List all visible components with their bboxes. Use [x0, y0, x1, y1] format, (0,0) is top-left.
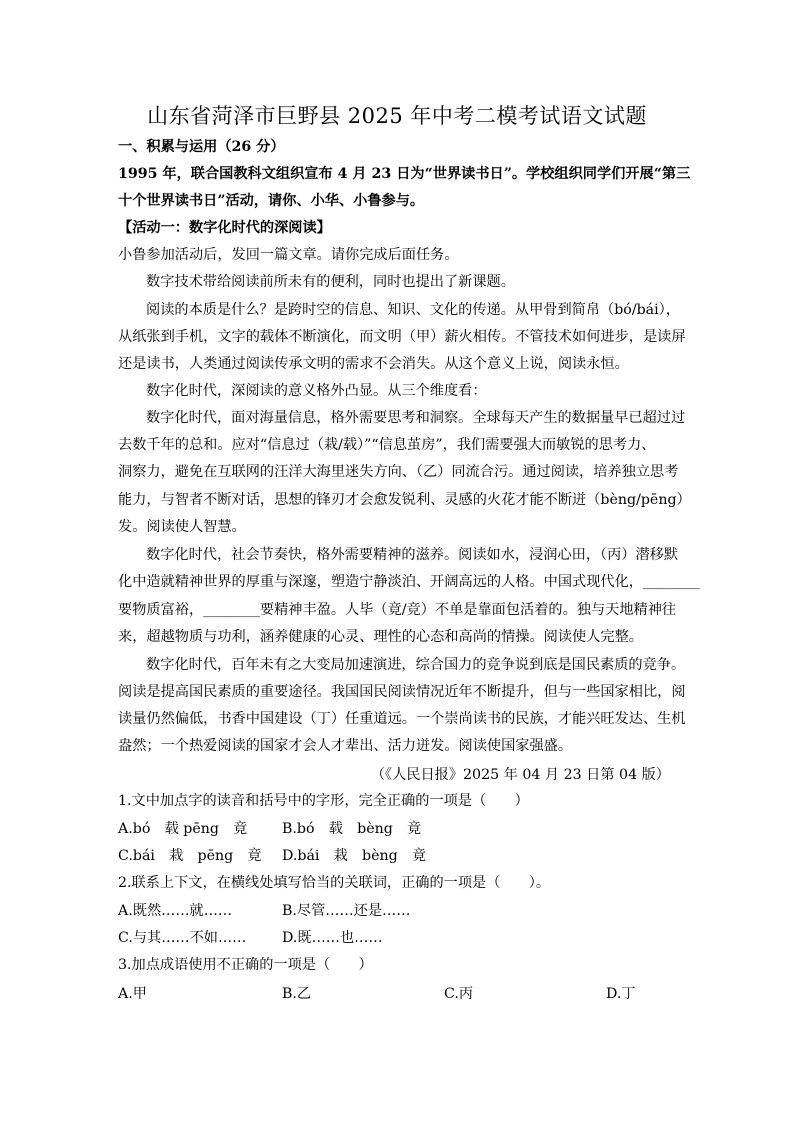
question-2-option-d: D.既……也……	[282, 930, 383, 946]
question-2-stem: 2.联系上下文，在横线处填写恰当的关联词，正确的一项是（ ）。	[118, 875, 551, 891]
article-line: 洞察力，避免在互联网的汪洋大海里迷失方向、（乙）同流合污。通过阅读，培养独立思考	[118, 464, 679, 480]
question-1-option-d: D.bái 栽 bèng 竟	[282, 848, 427, 864]
article-line: 数字化时代，百年未有之大变局加速演进，综合国力的竞争说到底是国民素质的竞争。	[146, 657, 686, 673]
article-line: 来，超越物质与功利，涵养健康的心灵、理性的心态和高尚的情操。阅读使人完整。	[118, 629, 643, 645]
article-line: 能力，与智者不断对话，思想的锋刃才会愈发锐利、灵感的火花才能不断迸（bèng/pēng）	[118, 492, 691, 508]
question-2-option-a: A.既然……就……	[118, 903, 233, 919]
question-3-option-c: C.丙	[444, 986, 474, 1002]
article-line: 化中造就精神世界的厚重与深邃，塑造宁静淡泊、开阔高远的人格。中国式现代化，________	[118, 574, 700, 590]
section-heading: 一、积累与运用（26 分）	[118, 139, 285, 155]
question-1-option-b: B.bó 载 bèng 竟	[282, 821, 422, 837]
article-line: 要物质富裕，________要精神丰盈。人毕（竟/竞）不单是靠面包活着的。独与天地精神往	[118, 602, 677, 618]
question-1-stem: 1.文中加点字的读音和括号中的字形，完全正确的一项是（ ）	[118, 793, 529, 809]
question-3-option-d: D.丁	[606, 986, 636, 1002]
question-3-option-a: A.甲	[118, 986, 147, 1002]
article-line: 还是读书，人类通过阅读传承文明的需求不会消失。从这个意义上说，阅读永恒。	[118, 356, 629, 372]
intro-line-1: 1995 年，联合国教科文组织宣布 4 月 23 日为“世界读书日”。学校组织同学们开展“第三	[118, 166, 691, 182]
article-line: 阅读的本质是什么？是跨时空的信息、知识、文化的传递。从甲骨到简帛（bó/bái），	[146, 302, 680, 318]
question-3-option-b: B.乙	[282, 986, 312, 1002]
article-line: 从纸张到手机，文字的载体不断演化，而文明（甲）薪火相传。不管技术如何进步，是读屏	[118, 329, 686, 345]
article-line: 盎然；一个热爱阅读的国家才会人才辈出、活力迸发。阅读使国家强盛。	[118, 738, 573, 754]
article-source: （《人民日报》2025 年 04 月 23 日第 04 版）	[370, 767, 670, 783]
intro-line-2: 十个世界读书日”活动，请你、小华、小鲁参与。	[118, 193, 425, 209]
article-line: 数字化时代，面对海量信息，格外需要思考和洞察。全球每天产生的数据量早已超过过	[146, 410, 686, 426]
article-line: 数字化时代，深阅读的意义格外凸显。从三个维度看：	[146, 383, 487, 399]
activity-heading: 【活动一：数字化时代的深阅读】	[118, 220, 331, 236]
question-3-stem: 3.加点成语使用不正确的一项是（ ）	[118, 957, 373, 973]
article-line: 阅读是提高国民素质的重要途径。我国国民阅读情况近年不断提升，但与一些国家相比，阅	[118, 684, 686, 700]
article-line: 数字化时代，社会节奏快，格外需要精神的滋养。阅读如水，浸润心田，（丙）潜移默	[146, 547, 679, 563]
article-line: 去数千年的总和。应对“信息过（栽/载）”“信息茧房”，我们需要强大而敏锐的思考力、	[118, 437, 656, 453]
exam-title: 山东省菏泽市巨野县 2025 年中考二模考试语文试题	[147, 104, 647, 128]
question-1-option-c: C.bái 栽 pēng 竟	[118, 848, 262, 864]
question-2-option-b: B.尽管……还是……	[282, 903, 411, 919]
question-2-option-c: C.与其……不如……	[118, 930, 247, 946]
article-line: 数字技术带给阅读前所未有的便利，同时也提出了新课题。	[146, 274, 515, 290]
question-1-option-a: A.bó 载 pēng 竟	[118, 821, 248, 837]
article-line: 发。阅读使人智慧。	[118, 519, 246, 535]
article-line: 读量仍然偏低，书香中国建设（丁）任重道远。一个崇尚读书的民族，才能兴旺发达、生机	[118, 711, 686, 727]
task-intro: 小鲁参加活动后，发回一篇文章。请你完成后面任务。	[118, 247, 459, 263]
